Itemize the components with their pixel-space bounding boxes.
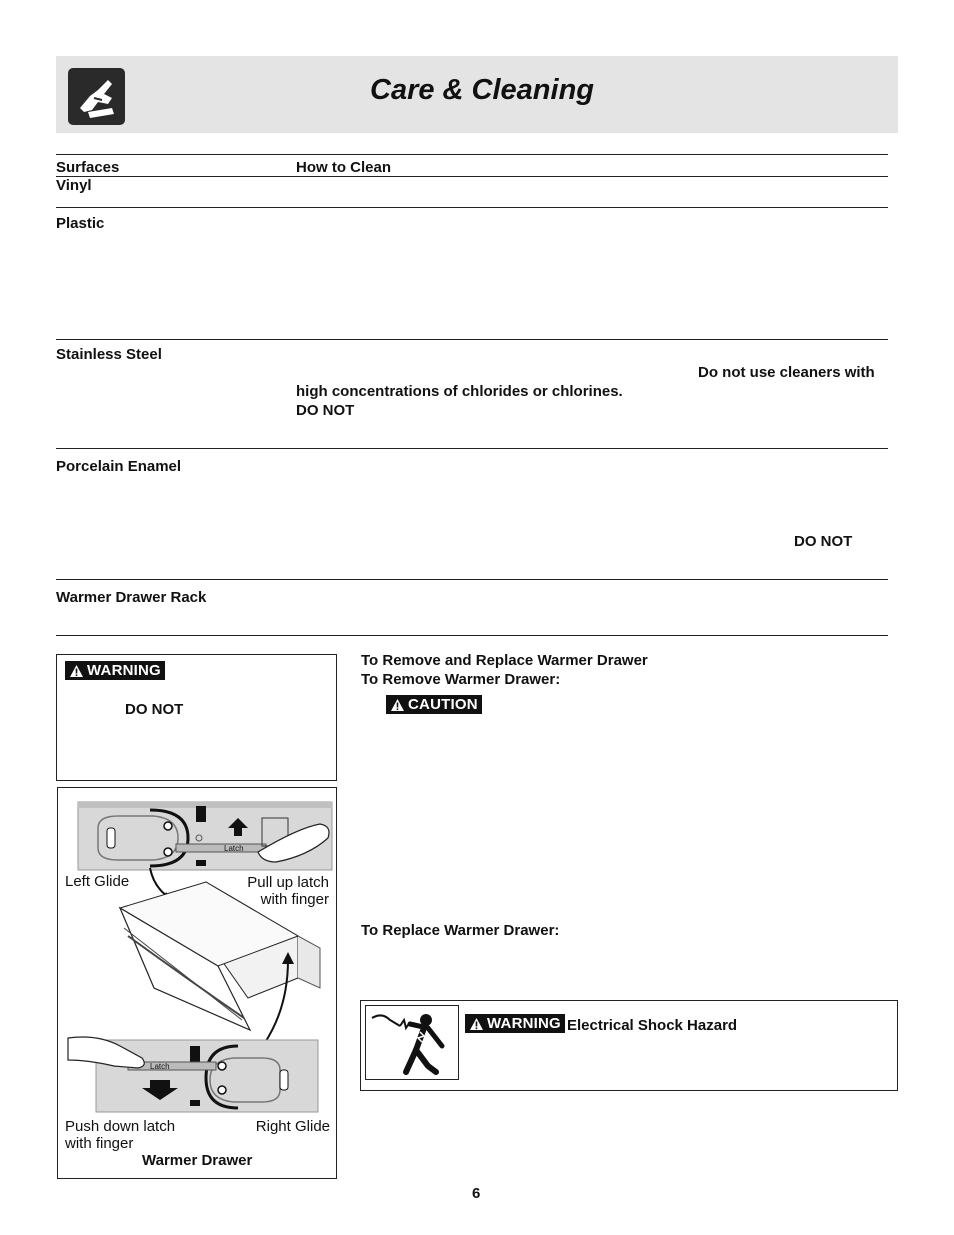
warning-text: DO NOT xyxy=(125,701,184,718)
pull-up-label: Pull up latch with finger xyxy=(247,874,329,908)
hand-wiping-icon xyxy=(68,68,125,125)
table-bottom-rule xyxy=(56,635,888,636)
shock-warning-badge: WARNING xyxy=(465,1014,565,1033)
remove-replace-heading: To Remove and Replace Warmer Drawer xyxy=(361,652,648,669)
figure-caption: Warmer Drawer xyxy=(142,1152,253,1169)
column-header-surfaces: Surfaces xyxy=(56,159,120,176)
row-label-stainless-steel: Stainless Steel xyxy=(56,346,162,363)
warmer-drawer-figure xyxy=(57,787,337,1179)
column-header-how-to-clean: How to Clean xyxy=(296,159,392,176)
table-header-rule xyxy=(56,176,888,177)
replace-drawer-heading: To Replace Warmer Drawer: xyxy=(361,922,560,939)
shock-warning-box xyxy=(360,1000,898,1091)
row-divider xyxy=(56,448,888,449)
warning-box xyxy=(56,654,337,781)
caution-badge: CAUTION xyxy=(386,695,482,714)
remove-drawer-heading: To Remove Warmer Drawer: xyxy=(361,671,561,688)
push-down-label: Push down latch with finger xyxy=(65,1118,176,1152)
page-number: 6 xyxy=(472,1185,481,1202)
porcelain-note: DO NOT xyxy=(794,533,853,550)
page-title: Care & Cleaning xyxy=(370,74,594,106)
row-label-warmer-drawer-rack: Warmer Drawer Rack xyxy=(56,589,207,606)
alert-triangle-icon xyxy=(469,1017,484,1031)
latch-label-bottom: Latch xyxy=(150,1062,170,1071)
left-glide-label: Left Glide xyxy=(65,873,130,890)
shock-hazard-title: Electrical Shock Hazard xyxy=(567,1017,738,1034)
latch-label-top: Latch xyxy=(224,844,244,853)
stainless-note-a: Do not use cleaners with xyxy=(698,364,875,381)
row-divider xyxy=(56,339,888,340)
stainless-note-b: high concentrations of chlorides or chlorines. xyxy=(296,383,623,400)
row-label-plastic: Plastic xyxy=(56,215,105,232)
right-glide-label: Right Glide xyxy=(255,1118,330,1135)
alert-triangle-icon xyxy=(390,698,405,712)
warning-badge: WARNING xyxy=(65,661,165,680)
electric-shock-icon xyxy=(365,1005,459,1080)
row-divider xyxy=(56,207,888,208)
table-top-rule xyxy=(56,154,888,155)
row-label-porcelain-enamel: Porcelain Enamel xyxy=(56,458,182,475)
alert-triangle-icon xyxy=(69,664,84,678)
stainless-note-c: DO NOT xyxy=(296,402,355,419)
row-label-vinyl: Vinyl xyxy=(56,177,92,194)
row-divider xyxy=(56,579,888,580)
